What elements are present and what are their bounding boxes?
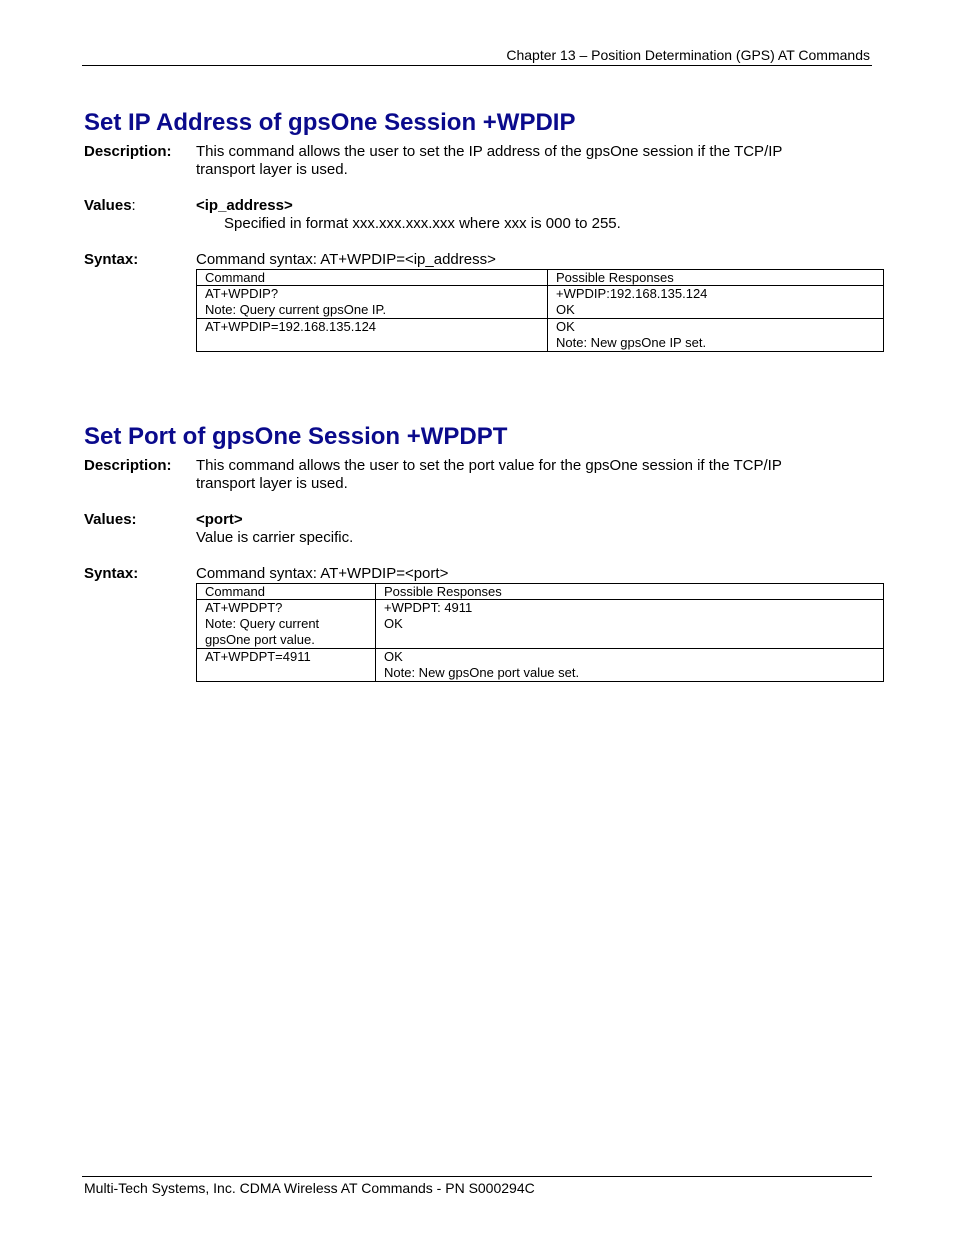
cell-line: AT+WPDIP? <box>205 286 279 301</box>
values-row <box>84 511 884 547</box>
description-line: transport layer is used. <box>196 475 348 492</box>
cell-line: gpsOne port value. <box>205 632 315 647</box>
table-header-row <box>197 584 884 600</box>
syntax-label: Syntax: <box>84 565 139 582</box>
table-row <box>197 286 884 319</box>
description-row <box>84 457 884 493</box>
command-table <box>196 583 884 682</box>
table-row <box>197 600 884 649</box>
param-description: Specified in format xxx.xxx.xxx.xxx where xxx is 000 to 255. <box>224 215 621 232</box>
values-label: Values <box>84 197 132 214</box>
cell-line: Note: New gpsOne port value set. <box>384 665 580 680</box>
syntax-text: Command syntax: AT+WPDIP=<port> <box>196 565 449 582</box>
param-description: Value is carrier specific. <box>196 529 354 546</box>
command-cell <box>197 286 548 319</box>
command-table <box>196 269 884 352</box>
syntax-text: Command syntax: AT+WPDIP=<ip_address> <box>196 251 496 268</box>
cell-line: AT+WPDPT? <box>205 600 283 615</box>
command-cell <box>197 649 376 682</box>
page-footer: Multi-Tech Systems, Inc. CDMA Wireless AT Commands - PN S000294C <box>84 1180 535 1196</box>
description-label: Description: <box>84 143 172 160</box>
table-header-cell: Command <box>197 584 376 600</box>
section-wpdip <box>84 108 884 352</box>
cell-line: Note: Query current <box>205 616 320 631</box>
table-row <box>197 649 884 682</box>
section-wpdpt <box>84 422 884 682</box>
response-cell <box>548 319 884 352</box>
syntax-label: Syntax: <box>84 251 139 268</box>
table-header-cell: Command <box>197 270 548 286</box>
description-row <box>84 143 884 179</box>
table-header-row <box>197 270 884 286</box>
param-name: <ip_address> <box>196 197 293 214</box>
description-line: This command allows the user to set the IP address of the gpsOne session if the TCP/IP <box>196 143 783 160</box>
command-cell <box>197 319 548 352</box>
section-title: Set Port of gpsOne Session +WPDPT <box>84 423 508 450</box>
cell-line: OK <box>384 649 403 664</box>
cell-line: AT+WPDPT=4911 <box>205 649 311 664</box>
cell-line: +WPDPT: 4911 <box>384 600 473 615</box>
cell-line: AT+WPDIP=192.168.135.124 <box>205 319 377 334</box>
cell-line: +WPDIP:192.168.135.124 <box>556 286 708 301</box>
cell-line: Note: Query current gpsOne IP. <box>205 302 387 317</box>
table-header-cell: Possible Responses <box>548 270 884 286</box>
response-cell <box>548 286 884 319</box>
page-header: Chapter 13 – Position Determination (GPS) AT Commands <box>506 47 870 63</box>
table-row <box>197 319 884 352</box>
syntax-row <box>84 251 884 269</box>
response-cell <box>376 649 884 682</box>
param-name: <port> <box>196 511 243 528</box>
command-cell <box>197 600 376 649</box>
cell-line <box>205 335 540 351</box>
cell-line <box>205 665 368 681</box>
values-row <box>84 197 884 233</box>
values-colon: : <box>131 197 136 214</box>
table-header-cell: Possible Responses <box>376 584 884 600</box>
description-line: This command allows the user to set the port value for the gpsOne session if the TCP/IP <box>196 457 782 474</box>
footer-rule <box>82 1176 872 1177</box>
section-title: Set IP Address of gpsOne Session +WPDIP <box>84 109 576 136</box>
syntax-row <box>84 565 884 583</box>
description-label: Description: <box>84 457 172 474</box>
cell-line: OK <box>556 319 575 334</box>
response-cell <box>376 600 884 649</box>
cell-line <box>384 632 876 648</box>
cell-line: OK <box>556 302 575 317</box>
header-rule <box>82 65 872 66</box>
description-line: transport layer is used. <box>196 161 348 178</box>
cell-line: OK <box>384 616 403 631</box>
values-label: Values: <box>84 511 137 528</box>
cell-line: Note: New gpsOne IP set. <box>556 335 707 350</box>
